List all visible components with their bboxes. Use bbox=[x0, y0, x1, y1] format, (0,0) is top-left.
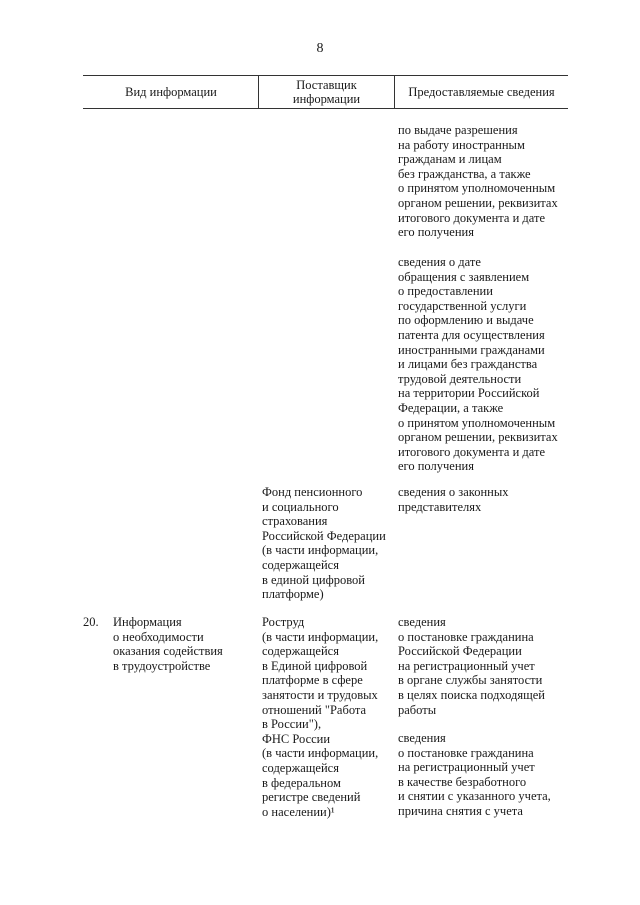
table-header-bottom-rule bbox=[83, 108, 568, 109]
header-information-provider: Поставщик информации bbox=[292, 78, 361, 106]
provider-pension-fund: Фонд пенсионного и социального страхования Российской Федерации (в части информации, содержащейся в единой цифровой платформе) bbox=[262, 485, 386, 602]
page-number: 8 bbox=[316, 41, 324, 56]
row-information-type: Информация о необходимости оказания содействия в трудоустройстве bbox=[113, 615, 223, 673]
row-number: 20. bbox=[83, 615, 99, 629]
row-provided-data: сведения о постановке гражданина на регистрационный учет в качестве безработного и снятии с указанного учета, причина снятия с учета bbox=[398, 731, 551, 818]
continued-provided-data: сведения о дате обращения с заявлением о предоставлении государственной услуги по оформлению и выдаче патента для осуществления иностранными гражданами и лицами без гражданства трудовой деятельности на территории Российской Федерации, а также о принятом уполномоченным органом решении, реквизитах итогового документа и дате его получения bbox=[398, 255, 558, 474]
continued-provided-data: по выдаче разрешения на работу иностранным гражданам и лицам без гражданства, а также о принятом уполномоченным органом решении, реквизитах итогового документа и дате его получения bbox=[398, 123, 558, 240]
provided-data-legal-representatives: сведения о законных представителях bbox=[398, 485, 509, 514]
header-information-type: Вид информации bbox=[125, 85, 217, 99]
header-provided-data: Предоставляемые сведения bbox=[408, 85, 555, 99]
row-provided-data: сведения о постановке гражданина Российской Федерации на регистрационный учет в органе службы занятости в целях поиска подходящей работы bbox=[398, 615, 545, 717]
row-information-provider: Роструд (в части информации, содержащейся в Единой цифровой платформе в сфере занятости и трудовых отношений "Работа в России"), ФНС России (в части информации, содержащейся в федеральном регистре сведений о населении)¹ bbox=[262, 615, 379, 819]
table-header-top-rule bbox=[83, 75, 568, 76]
